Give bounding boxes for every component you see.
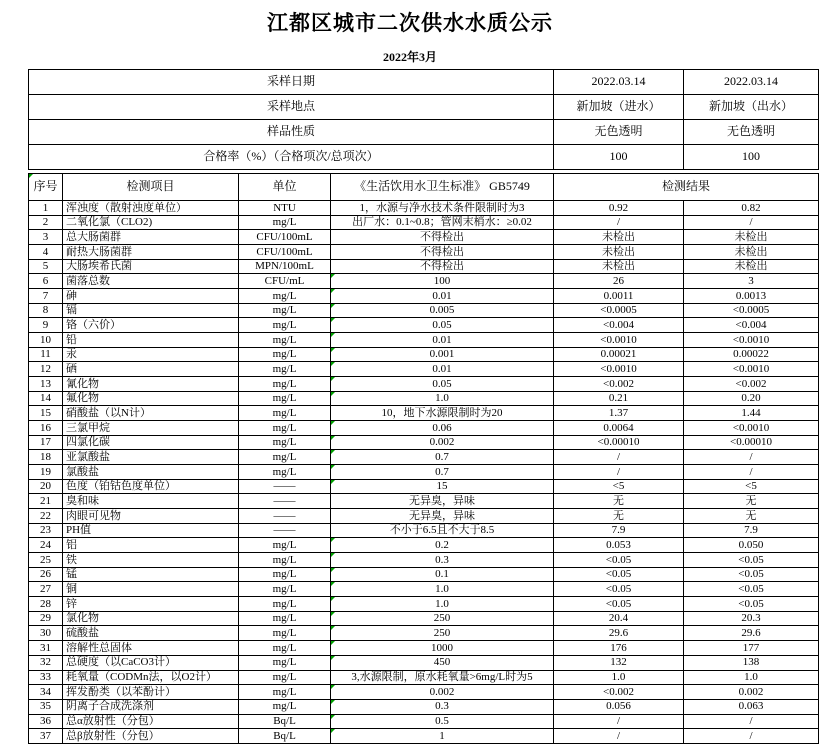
cell-result-outflow: 3 bbox=[684, 274, 819, 289]
cell-item: 汞 bbox=[63, 347, 239, 362]
cell-item: 砷 bbox=[63, 289, 239, 304]
cell-result-outflow: 7.9 bbox=[684, 523, 819, 538]
table-row bbox=[29, 201, 819, 216]
cell-standard: 0.01 bbox=[331, 362, 554, 377]
table-row bbox=[29, 274, 819, 289]
cell-standard: 0.01 bbox=[331, 289, 554, 304]
page-subtitle: 2022年3月 bbox=[382, 50, 437, 64]
cell-item: 硒 bbox=[63, 362, 239, 377]
table-row bbox=[29, 553, 819, 568]
cell-item: 铁 bbox=[63, 553, 239, 568]
cell-result-intake: 0.0064 bbox=[554, 421, 684, 436]
cell-unit: CFU/mL bbox=[239, 274, 331, 289]
cell-result-outflow: <0.0010 bbox=[684, 362, 819, 377]
cell-standard: 不得检出 bbox=[331, 230, 554, 245]
table-row bbox=[29, 479, 819, 494]
column-header-result: 检测结果 bbox=[554, 174, 819, 201]
cell-standard: 0.005 bbox=[331, 303, 554, 318]
cell-standard: 0.001 bbox=[331, 347, 554, 362]
cell-result-intake: 1.37 bbox=[554, 406, 684, 421]
sample-info-table bbox=[28, 69, 819, 170]
cell-item: 二氧化氯（CLO2) bbox=[63, 215, 239, 230]
cell-unit: mg/L bbox=[239, 303, 331, 318]
cell-index: 2 bbox=[29, 215, 63, 230]
cell-result-outflow: 无 bbox=[684, 509, 819, 524]
cell-result-intake: 0.056 bbox=[554, 699, 684, 714]
cell-result-outflow: <0.05 bbox=[684, 553, 819, 568]
cell-index: 20 bbox=[29, 479, 63, 494]
cell-result-intake: 无 bbox=[554, 509, 684, 524]
cell-standard: 1 bbox=[331, 729, 554, 744]
cell-standard: 无异臭，异味 bbox=[331, 509, 554, 524]
cell-item: 铬（六价） bbox=[63, 318, 239, 333]
cell-result-outflow: 1.44 bbox=[684, 406, 819, 421]
cell-index: 36 bbox=[29, 714, 63, 729]
cell-result-intake: <0.0010 bbox=[554, 333, 684, 348]
cell-index: 33 bbox=[29, 670, 63, 685]
table-row bbox=[29, 626, 819, 641]
cell-unit: mg/L bbox=[239, 626, 331, 641]
cell-unit: mg/L bbox=[239, 391, 331, 406]
cell-index: 15 bbox=[29, 406, 63, 421]
cell-result-intake: 0.00021 bbox=[554, 347, 684, 362]
cell-unit: mg/L bbox=[239, 377, 331, 392]
cell-item: 总硬度（以CaCO3计） bbox=[63, 655, 239, 670]
info-row bbox=[29, 145, 819, 170]
cell-index: 29 bbox=[29, 611, 63, 626]
cell-item: 硝酸盐（以N计） bbox=[63, 406, 239, 421]
test-results-table bbox=[28, 173, 819, 744]
cell-item: 锰 bbox=[63, 567, 239, 582]
cell-result-intake: / bbox=[554, 465, 684, 480]
cell-result-outflow: 0.00022 bbox=[684, 347, 819, 362]
cell-result-intake: 176 bbox=[554, 641, 684, 656]
cell-result-outflow: / bbox=[684, 450, 819, 465]
cell-result-outflow: / bbox=[684, 465, 819, 480]
cell-result-outflow: 1.0 bbox=[684, 670, 819, 685]
info-label: 采样地点 bbox=[29, 95, 554, 120]
cell-index: 22 bbox=[29, 509, 63, 524]
table-row bbox=[29, 318, 819, 333]
table-row bbox=[29, 435, 819, 450]
table-row bbox=[29, 699, 819, 714]
cell-standard: 15 bbox=[331, 479, 554, 494]
cell-item: 臭和味 bbox=[63, 494, 239, 509]
cell-result-intake: <0.0010 bbox=[554, 362, 684, 377]
cell-index: 26 bbox=[29, 567, 63, 582]
table-row bbox=[29, 245, 819, 260]
cell-unit: mg/L bbox=[239, 465, 331, 480]
cell-unit: MPN/100mL bbox=[239, 259, 331, 274]
table-row bbox=[29, 523, 819, 538]
cell-index: 24 bbox=[29, 538, 63, 553]
cell-index: 16 bbox=[29, 421, 63, 436]
cell-unit: mg/L bbox=[239, 655, 331, 670]
cell-item: 总大肠菌群 bbox=[63, 230, 239, 245]
table-row bbox=[29, 655, 819, 670]
cell-result-intake: 0.053 bbox=[554, 538, 684, 553]
info-label: 合格率（%）（合格项次/总项次） bbox=[29, 145, 554, 170]
cell-item: 氯酸盐 bbox=[63, 465, 239, 480]
column-header-unit: 单位 bbox=[239, 174, 331, 201]
cell-unit: mg/L bbox=[239, 362, 331, 377]
cell-standard: 0.06 bbox=[331, 421, 554, 436]
cell-result-intake: <0.05 bbox=[554, 567, 684, 582]
cell-standard: 0.3 bbox=[331, 699, 554, 714]
cell-index: 5 bbox=[29, 259, 63, 274]
cell-item: 硫酸盐 bbox=[63, 626, 239, 641]
cell-unit: —— bbox=[239, 523, 331, 538]
info-row bbox=[29, 120, 819, 145]
cell-item: 总α放射性（分包） bbox=[63, 714, 239, 729]
cell-item: 色度（铂钴色度单位） bbox=[63, 479, 239, 494]
cell-index: 7 bbox=[29, 289, 63, 304]
cell-index: 12 bbox=[29, 362, 63, 377]
cell-standard: 0.05 bbox=[331, 318, 554, 333]
cell-unit: mg/L bbox=[239, 699, 331, 714]
cell-result-outflow: <0.00010 bbox=[684, 435, 819, 450]
table-row bbox=[29, 421, 819, 436]
cell-unit: mg/L bbox=[239, 333, 331, 348]
column-header-item: 检测项目 bbox=[63, 174, 239, 201]
cell-standard: 不得检出 bbox=[331, 245, 554, 260]
cell-item: 肉眼可见物 bbox=[63, 509, 239, 524]
column-header-standard: 《生活饮用水卫生标准》 GB5749 bbox=[331, 174, 554, 201]
cell-index: 31 bbox=[29, 641, 63, 656]
cell-index: 10 bbox=[29, 333, 63, 348]
cell-standard: 0.2 bbox=[331, 538, 554, 553]
cell-index: 21 bbox=[29, 494, 63, 509]
cell-result-outflow: <0.004 bbox=[684, 318, 819, 333]
cell-unit: mg/L bbox=[239, 215, 331, 230]
cell-standard: 0.7 bbox=[331, 465, 554, 480]
cell-item: 四氯化碳 bbox=[63, 435, 239, 450]
cell-result-outflow: <0.0010 bbox=[684, 421, 819, 436]
cell-index: 1 bbox=[29, 201, 63, 216]
cell-result-intake: / bbox=[554, 215, 684, 230]
cell-standard: 不得检出 bbox=[331, 259, 554, 274]
cell-result-outflow: <0.05 bbox=[684, 582, 819, 597]
cell-item: 耗氧量（CODMn法，以O2计） bbox=[63, 670, 239, 685]
cell-standard: 3,水源限制，原水耗氧量>6mg/L时为5 bbox=[331, 670, 554, 685]
cell-index: 3 bbox=[29, 230, 63, 245]
cell-result-outflow: <0.0005 bbox=[684, 303, 819, 318]
cell-result-intake: 29.6 bbox=[554, 626, 684, 641]
cell-standard: 1，水源与净水技术条件限制时为3 bbox=[331, 201, 554, 216]
cell-item: 铅 bbox=[63, 333, 239, 348]
cell-item: 镉 bbox=[63, 303, 239, 318]
info-row bbox=[29, 95, 819, 120]
table-row bbox=[29, 714, 819, 729]
info-value-outflow: 无色透明 bbox=[684, 120, 819, 145]
cell-result-outflow: 0.063 bbox=[684, 699, 819, 714]
cell-standard: 100 bbox=[331, 274, 554, 289]
cell-item: 浑浊度（散射浊度单位） bbox=[63, 201, 239, 216]
cell-result-outflow: 0.82 bbox=[684, 201, 819, 216]
info-value-intake: 100 bbox=[554, 145, 684, 170]
table-row bbox=[29, 465, 819, 480]
table-row bbox=[29, 582, 819, 597]
cell-unit: —— bbox=[239, 509, 331, 524]
info-value-intake: 无色透明 bbox=[554, 120, 684, 145]
cell-item: 铜 bbox=[63, 582, 239, 597]
cell-standard: 250 bbox=[331, 611, 554, 626]
cell-result-intake: <0.05 bbox=[554, 597, 684, 612]
cell-result-intake: <0.05 bbox=[554, 553, 684, 568]
cell-standard: 不小于6.5且不大于8.5 bbox=[331, 523, 554, 538]
cell-index: 19 bbox=[29, 465, 63, 480]
cell-unit: —— bbox=[239, 494, 331, 509]
table-row bbox=[29, 641, 819, 656]
cell-result-outflow: <0.05 bbox=[684, 567, 819, 582]
cell-result-intake: <0.05 bbox=[554, 582, 684, 597]
cell-standard: 1.0 bbox=[331, 597, 554, 612]
cell-result-outflow: 未检出 bbox=[684, 245, 819, 260]
cell-index: 13 bbox=[29, 377, 63, 392]
table-row bbox=[29, 406, 819, 421]
cell-index: 6 bbox=[29, 274, 63, 289]
cell-standard: 0.5 bbox=[331, 714, 554, 729]
cell-result-intake: 无 bbox=[554, 494, 684, 509]
info-value-intake: 2022.03.14 bbox=[554, 70, 684, 95]
cell-item: 锌 bbox=[63, 597, 239, 612]
cell-index: 37 bbox=[29, 729, 63, 744]
cell-unit: Bq/L bbox=[239, 729, 331, 744]
cell-result-outflow: 177 bbox=[684, 641, 819, 656]
info-value-outflow: 100 bbox=[684, 145, 819, 170]
cell-unit: mg/L bbox=[239, 435, 331, 450]
cell-standard: 出厂水：0.1~0.8；管网末梢水：≥0.02 bbox=[331, 215, 554, 230]
cell-standard: 1.0 bbox=[331, 582, 554, 597]
cell-result-outflow: 未检出 bbox=[684, 259, 819, 274]
table-row bbox=[29, 611, 819, 626]
cell-unit: mg/L bbox=[239, 670, 331, 685]
cell-unit: NTU bbox=[239, 201, 331, 216]
cell-unit: mg/L bbox=[239, 318, 331, 333]
cell-unit: mg/L bbox=[239, 685, 331, 700]
cell-result-intake: / bbox=[554, 729, 684, 744]
cell-result-intake: 0.21 bbox=[554, 391, 684, 406]
cell-standard: 1000 bbox=[331, 641, 554, 656]
cell-unit: Bq/L bbox=[239, 714, 331, 729]
info-row bbox=[29, 70, 819, 95]
cell-item: 总β放射性（分包） bbox=[63, 729, 239, 744]
cell-standard: 0.05 bbox=[331, 377, 554, 392]
cell-standard: 0.002 bbox=[331, 435, 554, 450]
cell-result-outflow: 20.3 bbox=[684, 611, 819, 626]
cell-item: 亚氯酸盐 bbox=[63, 450, 239, 465]
cell-result-outflow: 未检出 bbox=[684, 230, 819, 245]
cell-unit: mg/L bbox=[239, 289, 331, 304]
cell-result-intake: 20.4 bbox=[554, 611, 684, 626]
cell-result-outflow: <0.05 bbox=[684, 597, 819, 612]
cell-result-intake: <0.002 bbox=[554, 377, 684, 392]
cell-index: 18 bbox=[29, 450, 63, 465]
cell-standard: 无异臭，异味 bbox=[331, 494, 554, 509]
table-row bbox=[29, 289, 819, 304]
cell-unit: mg/L bbox=[239, 538, 331, 553]
cell-result-intake: 未检出 bbox=[554, 230, 684, 245]
cell-result-outflow: <5 bbox=[684, 479, 819, 494]
table-row bbox=[29, 391, 819, 406]
cell-index: 17 bbox=[29, 435, 63, 450]
cell-index: 25 bbox=[29, 553, 63, 568]
table-row bbox=[29, 685, 819, 700]
cell-index: 14 bbox=[29, 391, 63, 406]
cell-result-intake: <0.004 bbox=[554, 318, 684, 333]
table-row bbox=[29, 303, 819, 318]
info-label: 采样日期 bbox=[29, 70, 554, 95]
cell-result-outflow: 无 bbox=[684, 494, 819, 509]
cell-item: 菌落总数 bbox=[63, 274, 239, 289]
cell-unit: mg/L bbox=[239, 582, 331, 597]
cell-item: 三氯甲烷 bbox=[63, 421, 239, 436]
table-row bbox=[29, 362, 819, 377]
cell-index: 32 bbox=[29, 655, 63, 670]
info-value-outflow: 2022.03.14 bbox=[684, 70, 819, 95]
cell-standard: 0.01 bbox=[331, 333, 554, 348]
cell-item: 氯化物 bbox=[63, 611, 239, 626]
cell-unit: mg/L bbox=[239, 567, 331, 582]
table-row bbox=[29, 670, 819, 685]
cell-item: PH值 bbox=[63, 523, 239, 538]
table-row bbox=[29, 377, 819, 392]
cell-index: 11 bbox=[29, 347, 63, 362]
cell-index: 30 bbox=[29, 626, 63, 641]
cell-result-intake: 26 bbox=[554, 274, 684, 289]
info-label: 样品性质 bbox=[29, 120, 554, 145]
cell-standard: 0.3 bbox=[331, 553, 554, 568]
cell-standard: 450 bbox=[331, 655, 554, 670]
cell-index: 35 bbox=[29, 699, 63, 714]
cell-result-intake: / bbox=[554, 450, 684, 465]
cell-result-intake: 0.92 bbox=[554, 201, 684, 216]
column-header-index: 序号 bbox=[29, 174, 63, 201]
cell-result-outflow: <0.002 bbox=[684, 377, 819, 392]
cell-result-intake: 132 bbox=[554, 655, 684, 670]
table-row bbox=[29, 509, 819, 524]
cell-index: 27 bbox=[29, 582, 63, 597]
cell-item: 氟化物 bbox=[63, 391, 239, 406]
cell-result-outflow: / bbox=[684, 729, 819, 744]
cell-standard: 0.7 bbox=[331, 450, 554, 465]
table-row bbox=[29, 450, 819, 465]
cell-result-outflow: 0.050 bbox=[684, 538, 819, 553]
cell-result-outflow: 0.0013 bbox=[684, 289, 819, 304]
cell-index: 34 bbox=[29, 685, 63, 700]
table-row bbox=[29, 259, 819, 274]
cell-item: 大肠埃希氏菌 bbox=[63, 259, 239, 274]
cell-result-intake: 7.9 bbox=[554, 523, 684, 538]
cell-unit: mg/L bbox=[239, 347, 331, 362]
page-title: 江都区城市二次供水水质公示 bbox=[267, 11, 553, 35]
cell-result-intake: <0.0005 bbox=[554, 303, 684, 318]
cell-index: 23 bbox=[29, 523, 63, 538]
cell-item: 耐热大肠菌群 bbox=[63, 245, 239, 260]
cell-item: 氰化物 bbox=[63, 377, 239, 392]
cell-item: 溶解性总固体 bbox=[63, 641, 239, 656]
cell-result-outflow: / bbox=[684, 714, 819, 729]
cell-result-outflow: 29.6 bbox=[684, 626, 819, 641]
table-row bbox=[29, 494, 819, 509]
info-value-intake: 新加坡（进水） bbox=[554, 95, 684, 120]
cell-result-intake: 0.0011 bbox=[554, 289, 684, 304]
table-row bbox=[29, 538, 819, 553]
cell-unit: mg/L bbox=[239, 406, 331, 421]
cell-standard: 10，地下水源限制时为20 bbox=[331, 406, 554, 421]
cell-unit: mg/L bbox=[239, 641, 331, 656]
cell-standard: 0.002 bbox=[331, 685, 554, 700]
cell-result-outflow: 0.002 bbox=[684, 685, 819, 700]
cell-unit: CFU/100mL bbox=[239, 245, 331, 260]
cell-standard: 1.0 bbox=[331, 391, 554, 406]
cell-result-outflow: <0.0010 bbox=[684, 333, 819, 348]
table-row bbox=[29, 215, 819, 230]
cell-index: 4 bbox=[29, 245, 63, 260]
table-row bbox=[29, 729, 819, 744]
cell-item: 铝 bbox=[63, 538, 239, 553]
info-value-outflow: 新加坡（出水） bbox=[684, 95, 819, 120]
cell-result-intake: <0.002 bbox=[554, 685, 684, 700]
cell-result-intake: <0.00010 bbox=[554, 435, 684, 450]
cell-unit: mg/L bbox=[239, 450, 331, 465]
cell-unit: mg/L bbox=[239, 553, 331, 568]
cell-index: 28 bbox=[29, 597, 63, 612]
cell-result-intake: 未检出 bbox=[554, 259, 684, 274]
cell-result-outflow: 138 bbox=[684, 655, 819, 670]
table-row bbox=[29, 567, 819, 582]
cell-standard: 0.1 bbox=[331, 567, 554, 582]
column-header-row bbox=[29, 174, 819, 201]
cell-unit: mg/L bbox=[239, 597, 331, 612]
cell-item: 阴离子合成洗涤剂 bbox=[63, 699, 239, 714]
cell-unit: mg/L bbox=[239, 421, 331, 436]
table-row bbox=[29, 333, 819, 348]
cell-result-outflow: 0.20 bbox=[684, 391, 819, 406]
cell-result-intake: <5 bbox=[554, 479, 684, 494]
cell-standard: 250 bbox=[331, 626, 554, 641]
cell-item: 挥发酚类（以苯酚计） bbox=[63, 685, 239, 700]
cell-unit: —— bbox=[239, 479, 331, 494]
cell-result-intake: 1.0 bbox=[554, 670, 684, 685]
cell-unit: CFU/100mL bbox=[239, 230, 331, 245]
cell-index: 9 bbox=[29, 318, 63, 333]
cell-index: 8 bbox=[29, 303, 63, 318]
table-row bbox=[29, 230, 819, 245]
cell-result-outflow: / bbox=[684, 215, 819, 230]
table-row bbox=[29, 347, 819, 362]
cell-result-intake: / bbox=[554, 714, 684, 729]
cell-unit: mg/L bbox=[239, 611, 331, 626]
table-row bbox=[29, 597, 819, 612]
cell-result-intake: 未检出 bbox=[554, 245, 684, 260]
